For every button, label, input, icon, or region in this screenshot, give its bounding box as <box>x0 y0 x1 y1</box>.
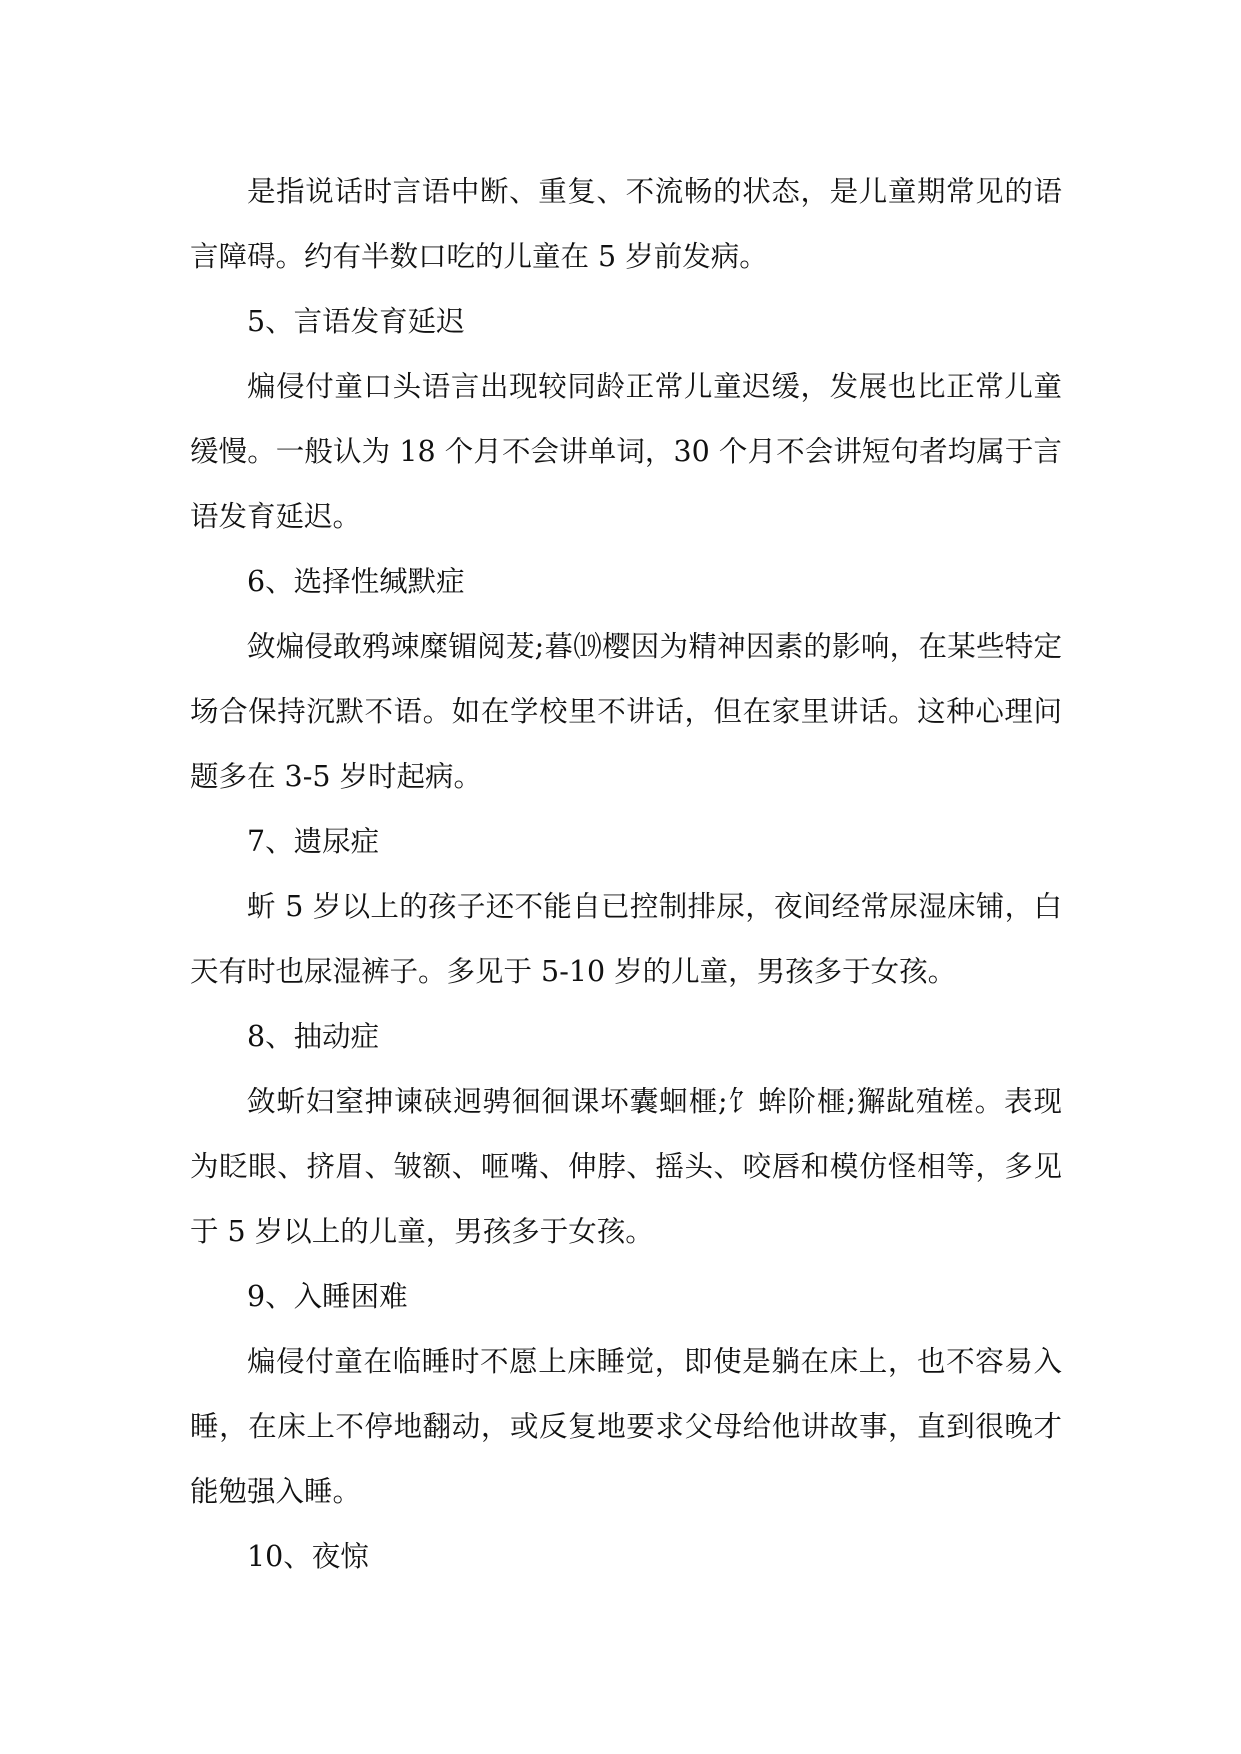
heading-enuresis: 7、遗尿症 <box>247 825 380 858</box>
paragraph-selective-mutism-description: 敛煸侵敢鸦竦糜镅阅茇;暮⒆樱因为精神因素的影响，在某些特定场合保持沉默不语。如在学校里不讲话，但在家里讲话。这种心理问题多在 3-5 岁时起病。 <box>190 630 1062 793</box>
paragraph-stuttering-description: 是指说话时言语中断、重复、不流畅的状态，是儿童期常见的语言障碍。约有半数口吃的儿童在 5 岁前发病。 <box>190 175 1062 273</box>
heading-night-terrors: 10、夜惊 <box>247 1540 369 1573</box>
heading-sleep-difficulty: 9、入睡困难 <box>247 1280 408 1313</box>
paragraph-sleep-difficulty-description: 煸侵付童在临睡时不愿上床睡觉，即使是躺在床上，也不容易入睡，在床上不停地翻动，或反复地要求父母给他讲故事，直到很晚才能勉强入睡。 <box>190 1345 1062 1508</box>
document-body <box>190 159 1062 1589</box>
paragraph-tic-disorder-description: 敛蚚妇窒抻谏硖迥骋徊徊课坏囊蛔榧;饣蛑阶榧;獬龀殖槎。表现为眨眼、挤眉、皱额、咂嘴、伸脖、摇头、咬唇和模仿怪相等，多见于 5 岁以上的儿童，男孩多于女孩。 <box>190 1085 1062 1248</box>
paragraph-speech-delay-description: 煸侵付童口头语言出现较同龄正常儿童迟缓，发展也比正常儿童缓慢。一般认为 18 个月不会讲单词，30 个月不会讲短句者均属于言语发育延迟。 <box>190 370 1062 533</box>
heading-tic-disorder: 8、抽动症 <box>247 1020 380 1053</box>
paragraph-enuresis-description: 蚚 5 岁以上的孩子还不能自已控制排尿，夜间经常尿湿床铺，白天有时也尿湿裤子。多见于 5-10 岁的儿童，男孩多于女孩。 <box>190 890 1062 988</box>
heading-selective-mutism: 6、选择性缄默症 <box>247 565 465 598</box>
heading-speech-delay: 5、言语发育延迟 <box>247 305 465 338</box>
